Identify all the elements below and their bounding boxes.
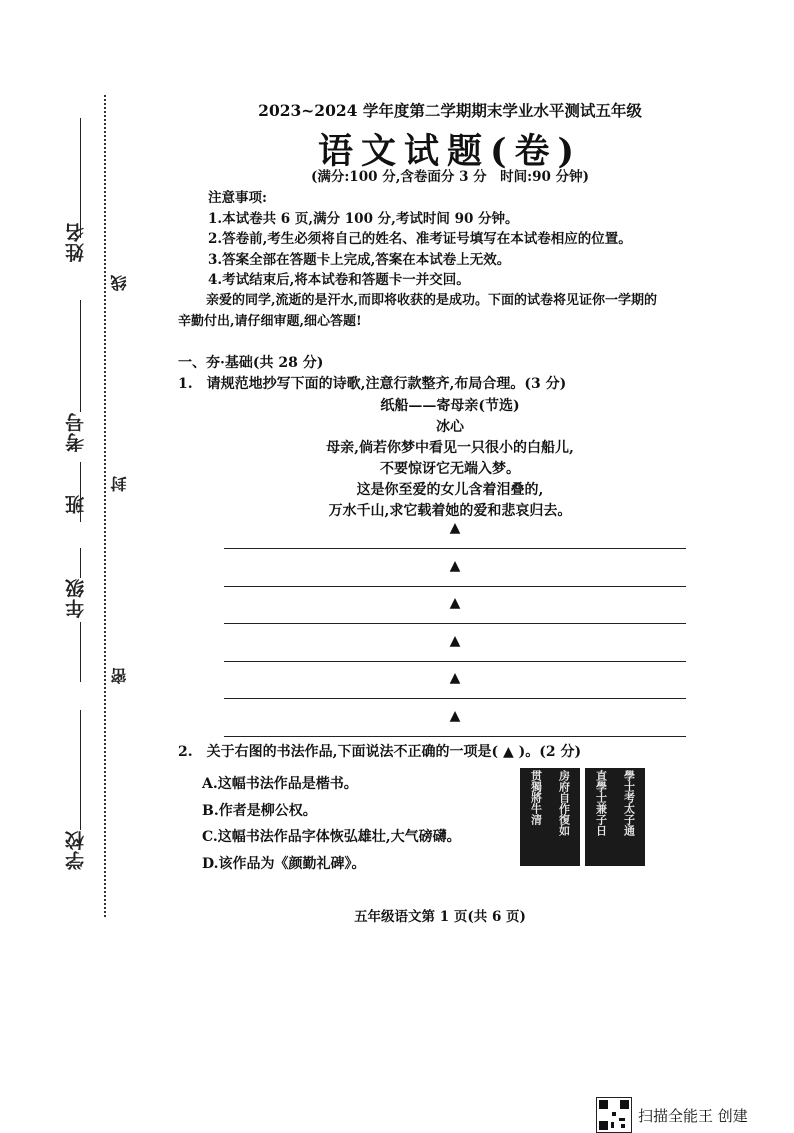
seal-secret-char: 密: [110, 668, 129, 684]
option-b[interactable]: B.作者是柳公权。: [202, 802, 317, 819]
scanner-text: 扫描全能王 创建: [638, 1106, 748, 1125]
notes-heading: 注意事项:: [208, 190, 267, 206]
scanner-watermark: [596, 1097, 748, 1133]
exam-no-underline: [80, 300, 81, 412]
seal-seal-char: 封: [110, 476, 129, 492]
notes-block: [208, 188, 728, 291]
answer-rule: [224, 623, 686, 624]
encourage-line-1: 亲爱的同学,流逝的是汗水,而即将收获的是成功。下面的试卷将见证你一学期的: [206, 293, 658, 308]
answer-marker: ▲: [449, 595, 461, 611]
answer-line[interactable]: [224, 670, 686, 708]
note-item: 4.考试结束后,将本试卷和答题卡一并交回。: [208, 272, 470, 288]
school-label: 学校: [65, 830, 87, 870]
answer-marker: ▲: [449, 632, 461, 649]
grade-label: 年级: [65, 578, 87, 618]
answer-line[interactable]: [224, 595, 686, 633]
answer-marker: ▲: [449, 520, 461, 536]
answer-rule: [224, 586, 686, 587]
section-title: 一、夯·基础(共 28 分): [178, 355, 324, 371]
answer-line[interactable]: [224, 520, 686, 558]
note-item: 3.答案全部在答题卡上完成,答案在本试卷上无效。: [208, 251, 511, 268]
calligraphy-column: 贯獨將牛清: [529, 770, 543, 825]
answer-marker: ▲: [449, 670, 461, 686]
poem-block: [260, 396, 640, 522]
exam-subtitle: 2023~2024 学年度第二学期期末学业水平测试五年级: [258, 101, 642, 120]
qr-code-icon: [596, 1097, 632, 1133]
note-item: 1.本试卷共 6 页,满分 100 分,考试时间 90 分钟。: [208, 210, 519, 227]
grade-underline-top: [80, 548, 81, 578]
option-c[interactable]: C.这幅书法作品字体恢弘雄壮,大气磅礴。: [202, 829, 461, 845]
answer-rule: [224, 548, 686, 549]
answer-marker: ▲: [449, 707, 461, 724]
encouragement: [178, 290, 718, 332]
question-2-prompt: 2. 关于右图的书法作品,下面说法不正确的一项是( ▲ )。(2 分): [178, 744, 582, 760]
answer-line[interactable]: [224, 708, 686, 746]
calligraphy-panel-left: [520, 768, 580, 866]
calligraphy-column: 房府自作復如: [557, 770, 571, 836]
answer-marker: ▲: [449, 557, 461, 574]
poem-line: 母亲,倘若你梦中看见一只很小的白船儿,: [326, 440, 574, 456]
encourage-line-2: 辛勤付出,请仔细审题,细心答题!: [178, 314, 362, 329]
seal-line-char: 线: [110, 275, 129, 291]
answer-line[interactable]: [224, 558, 686, 596]
poem-author: 冰心: [436, 419, 464, 435]
page-footer: 五年级语文第 1 页(共 6 页): [354, 909, 526, 925]
poem-line: 不要惊讶它无端入梦。: [380, 461, 520, 477]
question-2-options: [202, 771, 461, 877]
school-underline: [80, 710, 81, 830]
binding-margin: [0, 0, 129, 940]
exam-no-label: 考号: [65, 412, 87, 452]
calligraphy-image: [520, 768, 645, 866]
calligraphy-panel-right: [585, 768, 645, 866]
calligraphy-column: 學士考太子通: [622, 770, 636, 836]
answer-rule: [224, 736, 686, 737]
calligraphy-column: 直學士兼子日: [594, 770, 608, 836]
poem-line: 这是你至爱的女儿含着泪叠的,: [356, 482, 544, 498]
name-underline: [80, 118, 81, 238]
class-label: 班: [65, 494, 87, 514]
poem-line: 万水千山,求它载着她的爱和悲哀归去。: [328, 503, 572, 519]
binding-dashed-line: [104, 95, 106, 917]
grade-underline: [80, 622, 81, 682]
answer-line[interactable]: [224, 633, 686, 671]
answer-rule: [224, 698, 686, 699]
poem-title: 纸船——寄母亲(节选): [380, 398, 520, 414]
exam-title: 语文试题(卷): [317, 131, 583, 172]
answer-writing-area[interactable]: [224, 520, 686, 745]
note-item: 2.答卷前,考生必须将自己的姓名、准考证号填写在本试卷相应的位置。: [208, 231, 632, 247]
option-d[interactable]: D.该作品为《颜勤礼碑》。: [202, 855, 366, 872]
option-a[interactable]: A.这幅书法作品是楷书。: [202, 776, 358, 792]
answer-rule: [224, 661, 686, 662]
score-info: (满分:100 分,含卷面分 3 分 时间:90 分钟): [310, 169, 590, 185]
question-1-prompt: 1. 请规范地抄写下面的诗歌,注意行款整齐,布局合理。(3 分): [178, 376, 567, 392]
name-label: 姓名: [65, 222, 87, 262]
